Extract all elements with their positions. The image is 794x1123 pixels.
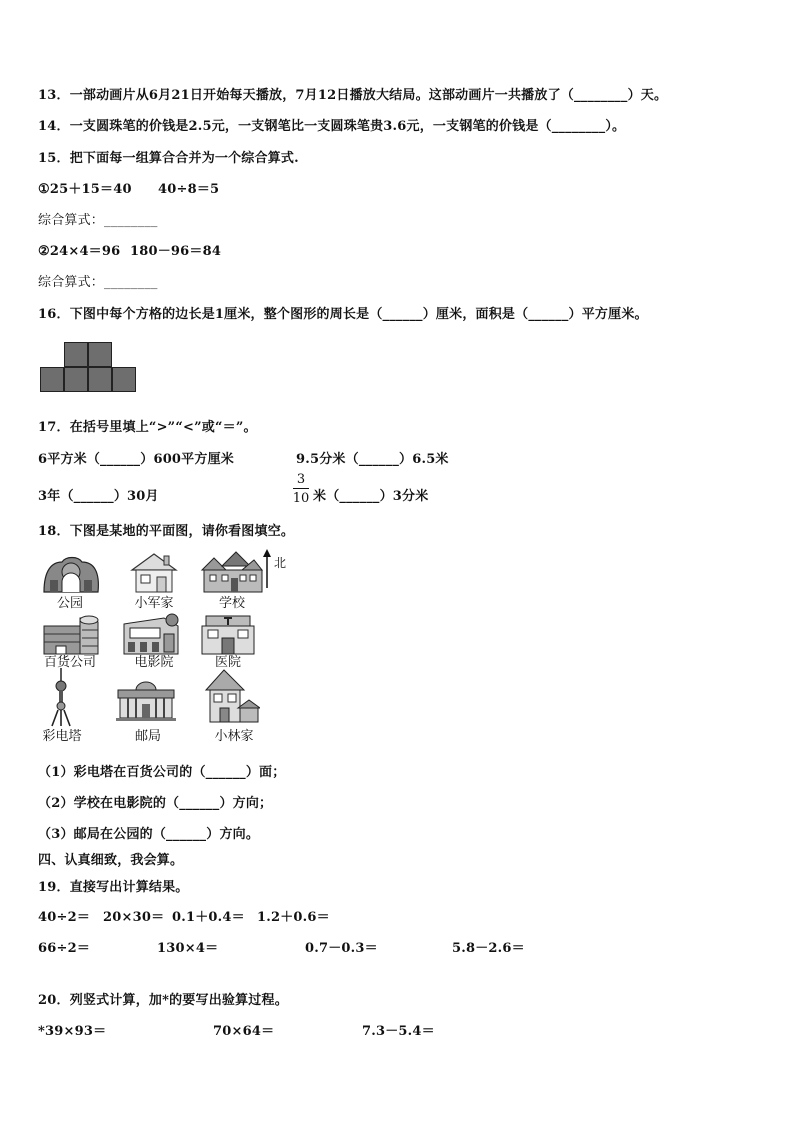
q20-item: 7.3－5.4＝ bbox=[362, 1024, 435, 1039]
q15-expr-1a: ①25＋15＝40 bbox=[38, 182, 132, 197]
park-icon bbox=[40, 552, 102, 596]
q19-item: 5.8－2.6＝ bbox=[452, 941, 525, 956]
school-label: 学校 bbox=[218, 596, 245, 611]
question-20: 20．列竖式计算，加*的要写出验算过程。 bbox=[38, 993, 288, 1008]
q15-expr-1b: 40÷8＝5 bbox=[158, 182, 220, 197]
q19-item: 40÷2＝ bbox=[38, 910, 91, 925]
grid-square bbox=[88, 342, 112, 367]
question-13: 13．一部动画片从6月21日开始每天播放，7月12日播放大结局。这部动画片一共播放了（________）天。 bbox=[38, 88, 668, 103]
question-14: 14．一支圆珠笔的价钱是2.5元，一支钢笔比一支圆珠笔贵3.6元，一支钢笔的价钱是（________）。 bbox=[38, 119, 626, 134]
question-16: 16．下图中每个方格的边长是1厘米，整个图形的周长是（______）厘米，面积是（______）平方厘米。 bbox=[38, 307, 648, 322]
q19-item: 1.2＋0.6＝ bbox=[257, 910, 330, 925]
post-office-label: 邮局 bbox=[134, 729, 161, 744]
grid-square bbox=[88, 367, 112, 392]
q17-item-b: 9.5分米（______）6.5米 bbox=[296, 452, 449, 467]
question-17: 17．在括号里填上“>”“<”或“＝”。 bbox=[38, 420, 257, 435]
xiaolin-house-icon bbox=[200, 666, 260, 724]
question-18: 18．下图是某地的平面图，请你看图填空。 bbox=[38, 524, 295, 539]
q19-item: 130×4＝ bbox=[157, 941, 219, 956]
north-arrow-icon bbox=[262, 548, 272, 590]
hospital-icon bbox=[200, 612, 256, 656]
q19-item: 20×30＝ bbox=[103, 910, 165, 925]
grid-square bbox=[40, 367, 64, 392]
fraction-numerator: 3 bbox=[296, 472, 306, 487]
xiaolin-home-label: 小林家 bbox=[214, 729, 254, 744]
q19-item: 66÷2＝ bbox=[38, 941, 91, 956]
grid-square bbox=[64, 342, 88, 367]
q18-sub-1: （1）彩电塔在百货公司的（______）面； bbox=[38, 765, 286, 780]
department-store-icon bbox=[40, 612, 100, 656]
cinema-icon bbox=[122, 612, 182, 656]
fraction-bar bbox=[293, 488, 309, 489]
grid-square bbox=[112, 367, 136, 392]
tv-tower-label: 彩电塔 bbox=[42, 729, 82, 744]
q18-sub-2: （2）学校在电影院的（______）方向； bbox=[38, 796, 273, 811]
q15-expr-2a: ②24×4＝96 bbox=[38, 244, 121, 259]
fraction-denominator: 10 bbox=[292, 491, 310, 506]
tv-tower-icon bbox=[48, 668, 74, 728]
park-label: 公园 bbox=[56, 596, 83, 611]
section-4-heading: 四、认真细致，我会算。 bbox=[38, 853, 184, 868]
q20-item: *39×93＝ bbox=[38, 1024, 107, 1039]
department-store-label: 百货公司 bbox=[43, 655, 96, 670]
q15-combined-label-1: 综合算式：________ bbox=[38, 213, 158, 228]
q20-item: 70×64＝ bbox=[213, 1024, 275, 1039]
cinema-label: 电影院 bbox=[134, 655, 174, 670]
q15-expr-2b: 180－96＝84 bbox=[130, 244, 222, 259]
q19-item: 0.1＋0.4＝ bbox=[172, 910, 245, 925]
fraction-3-10 bbox=[291, 472, 311, 512]
school-icon bbox=[200, 548, 264, 594]
xiaojun-home-label: 小军家 bbox=[134, 596, 174, 611]
post-office-icon bbox=[114, 678, 178, 722]
q15-combined-label-2: 综合算式：________ bbox=[38, 275, 158, 290]
grid-square bbox=[64, 367, 88, 392]
q17-item-c: 3年（______）30月 bbox=[38, 489, 159, 504]
north-label: 北 bbox=[274, 556, 287, 570]
q18-sub-3: （3）邮局在公园的（______）方向。 bbox=[38, 827, 260, 842]
question-15: 15．把下面每一组算合合并为一个综合算式. bbox=[38, 151, 299, 166]
q17-item-a: 6平方米（______）600平方厘米 bbox=[38, 452, 234, 467]
q19-item: 0.7－0.3＝ bbox=[305, 941, 378, 956]
hospital-label: 医院 bbox=[214, 655, 241, 670]
house-icon bbox=[128, 550, 180, 594]
q17-item-d: 米（______）3分米 bbox=[313, 489, 429, 504]
question-19: 19．直接写出计算结果。 bbox=[38, 880, 189, 895]
